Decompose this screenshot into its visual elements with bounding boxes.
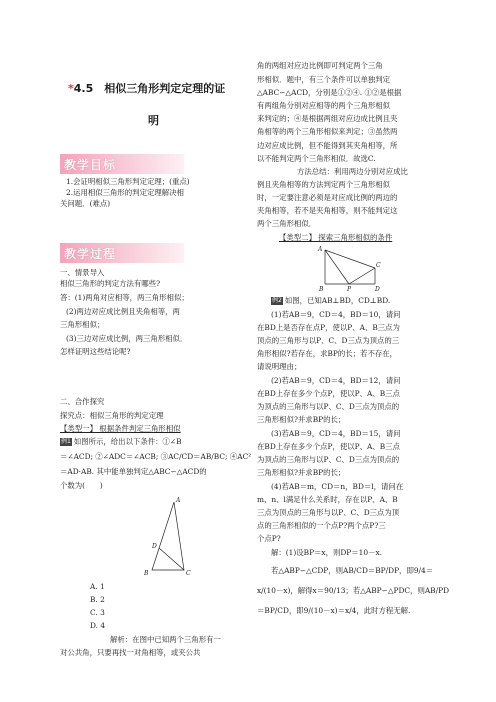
analysis-line: 对公共角，只要再找一对角相等，或夹公共	[60, 648, 201, 657]
banner-text: 教学过程	[64, 247, 117, 261]
example-2-line: 为顶点的三角形与以P、C、D三点为顶点的	[257, 402, 400, 411]
paragraph-line: 来判定的；④是根据两组对应边成比例且夹	[257, 114, 398, 123]
example-tag: 例1	[61, 438, 71, 445]
section-heading: 一、情景导入	[60, 268, 105, 277]
example-2-line: (1)若AB＝9，CD＝4，BD＝10，请问	[271, 310, 401, 319]
method-summary-line: 方法总结：利用两边分别对应成比	[297, 167, 408, 176]
example-tag: 例2	[272, 297, 282, 304]
example-1-line: ＝∠ACD; ②∠ADC＝∠ACB; ③AC/CD＝AB/BC; ④AC²	[60, 452, 252, 461]
example-2-line: 为顶点的三角形与以P、C、D三点为顶点的	[257, 455, 400, 464]
paragraph-line: 以不能判定两个三角形相似．故选C.	[257, 154, 376, 163]
label-c: C	[376, 262, 381, 269]
paragraph-line: △ABC∽△ACD，分别是①②④. ①②是根据	[257, 88, 402, 97]
example-2-line: 角形相似?若存在，求BP的长；若不存在，	[257, 349, 398, 358]
choice-d: D. 4	[90, 621, 106, 630]
example-1-line	[60, 437, 182, 447]
title-line1: 4.5 相似三角形判定定理的证	[73, 82, 226, 95]
label-b: B	[319, 286, 324, 292]
example-2-line: 在BD上是否存在点P，使以P、A、B三点为	[257, 323, 400, 332]
paragraph-line: 三角形相似；	[60, 320, 105, 329]
example-2-line: 点的三角形相似的一个点P?两个点P?三	[257, 521, 386, 530]
goal-3: 关问题．(难点)	[60, 199, 111, 208]
paragraph-line: 角的两组对应边比例即可判定两个三角	[257, 61, 383, 70]
example-2-line: (3)若AB＝9，CD＝4，BD＝15，请问	[271, 429, 401, 438]
lesson-title	[68, 82, 225, 96]
label-b: B	[144, 570, 149, 577]
banner-text: 教学目标	[64, 158, 117, 172]
example-2-line	[271, 296, 390, 306]
paragraph-line: 形相似．题中，有三个条件可以单独判定	[257, 75, 391, 84]
paragraph-line: 怎样证明这些结论呢?	[60, 347, 131, 356]
example-2-line: 在BD上存在多少个点P，使以P、A、B三点	[257, 442, 400, 451]
paragraph-line: 相似三角形的判定方法有哪些?	[60, 279, 161, 288]
banner-teaching-process	[60, 243, 184, 263]
example-2-line: 在BD上存在多少个点P，使以P、A、B三点	[257, 389, 400, 398]
figure-1-triangle	[140, 496, 210, 578]
paragraph-line: 答：(1)两角对应相等，两三角形相似；	[60, 293, 189, 302]
banner-teaching-goals	[60, 154, 184, 174]
segment-pc	[349, 268, 375, 284]
label-a: A	[176, 497, 181, 504]
title-line2: 明	[148, 114, 159, 127]
example-2-line: 请说明理由；	[257, 362, 302, 371]
label-a: A	[318, 246, 323, 253]
choice-c: C. 3	[90, 608, 105, 617]
paragraph-line: 有两组角分别对应相等的两个三角形相似	[257, 101, 391, 110]
solution-line: ＝BP/CD，即9/(10－x)＝x/4，此时方程无解.	[257, 606, 411, 615]
analysis-line: 解析：在图中已知两个三角形有一	[110, 635, 221, 644]
label-d: D	[152, 543, 157, 550]
example-text: 如图所示，给出以下条件：①∠B	[73, 437, 182, 446]
example-1-line: ＝AD·AB. 其中能单独判定△ABC∽△ACD的	[60, 467, 207, 476]
method-summary-line: 两个三角形相似．	[257, 219, 317, 228]
paragraph-line: (2)两边对应成比例且夹角相等，两	[66, 307, 180, 316]
type-heading: 【类型二】 探索三角形相似的条件	[279, 233, 393, 242]
figure-2-geometry	[317, 244, 381, 292]
example-1-line: 个数为( )	[60, 481, 103, 490]
label-c: C	[186, 570, 191, 577]
label-d: D	[375, 286, 380, 292]
solution-line: 解：(1)设BP＝x，则DP＝10－x.	[271, 548, 382, 557]
goal-2: 2.运用相似三角形的判定定理解决相	[66, 188, 184, 197]
example-2-line: m、n、l满足什么关系时，存在以P、A、B	[257, 495, 398, 504]
label-p: P	[347, 286, 352, 292]
example-2-line: 个点P?	[257, 534, 281, 543]
method-summary-line: 时，一定要注意必须是对应成比例的两边的	[257, 193, 398, 202]
type-heading: 【类型一】 根据条件判定三角形相似	[60, 424, 181, 433]
solution-line: 若△ABP∽△CDP，则AB/CD＝BP/DP，即9/4＝	[271, 566, 434, 575]
segment-ap	[325, 250, 349, 284]
segment-ac	[325, 250, 375, 268]
method-summary-line: 夹角相等，若不是夹角相等，则不能判定这	[257, 206, 398, 215]
example-text: 如图，已知AB⊥BD，CD⊥BD.	[284, 296, 391, 305]
choice-a: A. 1	[90, 582, 105, 591]
example-2-line: 三角形相似?并求BP的长；	[257, 468, 346, 477]
section-heading: 二、合作探究	[60, 397, 105, 406]
triangle-abc	[152, 502, 184, 570]
example-2-line: (2)若AB＝9，CD＝4，BD＝12，请问	[271, 376, 401, 385]
method-summary-line: 例且夹角相等的方法判定两个三角形相似	[257, 180, 391, 189]
example-2-line: (4)若AB＝m，CD＝n，BD＝l，请问在	[271, 482, 404, 491]
example-2-line: 三角形相似?并求BP的长；	[257, 415, 346, 424]
paragraph-line: 探究点：相似三角形的判定定理	[60, 411, 164, 420]
example-2-line: 顶点的三角形与以P、C、D三点为顶点的三	[257, 336, 400, 345]
solution-line: x/(10－x)，解得x＝90/13；若△ABP∽△PDC，则AB/PD	[257, 586, 449, 595]
paragraph-line: (3)三边对应成比例，两三角形相似．	[66, 334, 188, 343]
example-2-line: 三点为顶点的三角形与以P、C、D三点为顶	[257, 508, 400, 517]
goal-1: 1.会证明相似三角形判定定理；(重点)	[66, 177, 190, 186]
choice-b: B. 2	[90, 595, 105, 604]
title-star: *	[68, 82, 74, 95]
paragraph-line: 角相等的两个三角形相似来判定；③虽然两	[257, 127, 398, 136]
paragraph-line: 边对应成比例，但不能得到其夹角相等，所	[257, 141, 398, 150]
segment-cd	[159, 548, 184, 570]
